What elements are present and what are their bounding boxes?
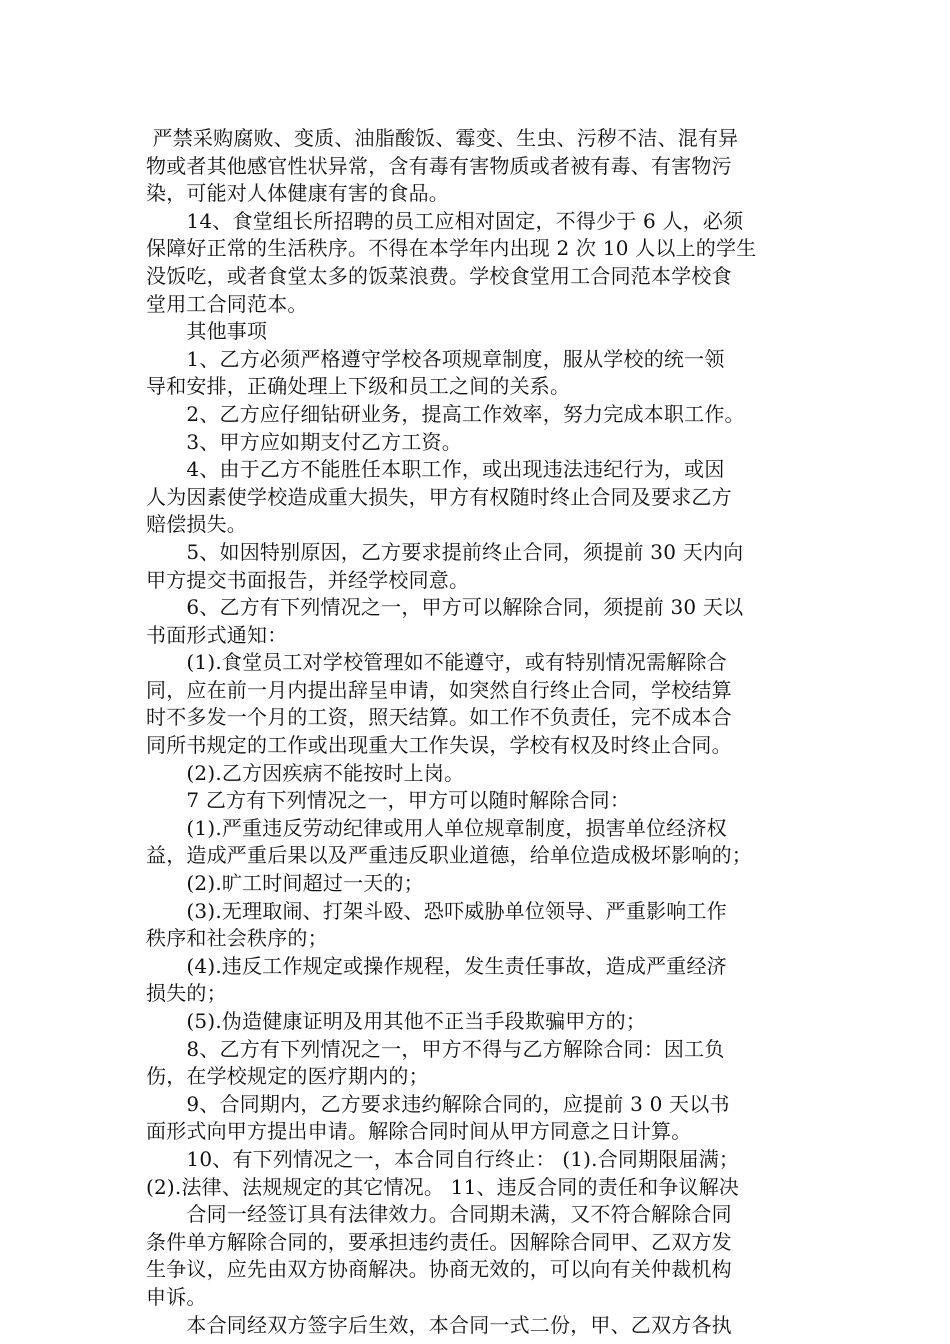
text-line: 其他事项 — [146, 319, 268, 344]
text-line: 同，应在前一月内提出辞呈申请，如突然自行终止合同，学校结算 — [146, 677, 732, 702]
text-line: (5).伪造健康证明及用其他不正当手段欺骗甲方的； — [146, 1009, 647, 1033]
text-line: (2).旷工时间超过一天的； — [146, 871, 424, 896]
text-line: 生争议，应先由双方协商解决。协商无效的，可以向有关仲裁机构 — [146, 1257, 732, 1282]
text-line: 秩序和社会秩序的； — [146, 926, 328, 951]
text-line: 申诉。 — [146, 1284, 207, 1309]
text-line: 损失的； — [146, 981, 227, 1006]
text-line: 严禁采购腐败、变质、油脂酸饭、霉变、生虫、污秽不洁、混有异 — [146, 126, 739, 150]
text-line: (1).食堂员工对学校管理如不能遵守，或有特别情况需解除合 — [146, 650, 727, 675]
text-line: 书面形式通知： — [146, 622, 288, 647]
text-line: (2).乙方因疾病不能按时上岗。 — [146, 760, 465, 785]
text-line: (3).无理取闹、打架斗殴、恐吓威胁单位领导、严重影响工作 — [146, 898, 727, 923]
text-line: 没饭吃，或者食堂太多的饭菜浪费。学校食堂用工合同范本学校食 — [146, 263, 732, 288]
text-line: 5、如因特别原因，乙方要求提前终止合同，须提前 30 天内向 — [146, 539, 744, 564]
text-line: 甲方提交书面报告，并经学校同意。 — [146, 567, 470, 592]
text-line: 7 乙方有下列情况之一，甲方可以随时解除合同： — [146, 788, 631, 813]
text-line: (4).违反工作规定或操作规程，发生责任事故，造成严重经济 — [146, 953, 727, 978]
text-line: (1).严重违反劳动纪律或用人单位规章制度，损害单位经济权 — [146, 815, 727, 840]
text-line: 伤，在学校规定的医疗期内的； — [146, 1064, 429, 1089]
text-line: 人为因素使学校造成重大损失，甲方有权随时终止合同及要求乙方 — [146, 484, 732, 509]
text-line: 14、食堂组长所招聘的员工应相对固定，不得少于 6 人，必须 — [146, 208, 744, 233]
text-line: 染，可能对人体健康有害的食品。 — [146, 181, 449, 206]
text-line: 3、甲方应如期支付乙方工资。 — [146, 429, 462, 454]
text-line: 保障好正常的生活秩序。不得在本学年内出现 2 次 10 人以上的学生 — [146, 236, 757, 261]
text-line: 1、乙方必须严格遵守学校各项规章制度，服从学校的统一领 — [146, 346, 725, 371]
text-line: 4、由于乙方不能胜任本职工作，或出现违法违纪行为，或因 — [146, 457, 725, 482]
text-line: 10、有下列情况之一，本合同自行终止： (1).合同期限届满； — [146, 1146, 740, 1171]
text-line: 导和安排，正确处理上下级和员工之间的关系。 — [146, 374, 571, 399]
text-line: 条件单方解除合同的，要承担违约责任。因解除合同甲、乙双方发 — [146, 1229, 732, 1254]
contract-body-text — [146, 125, 808, 1339]
text-line: 物或者其他感官性状异常，含有毒有害物质或者被有毒、有害物污 — [146, 153, 732, 178]
text-line: 合同一经签订具有法律效力。合同期未满，又不符合解除合同 — [146, 1202, 732, 1227]
text-line: 本合同经双方签字后生效，本合同一式二份，甲、乙双方各执 — [146, 1312, 732, 1337]
text-line: 8、乙方有下列情况之一，甲方不得与乙方解除合同：因工负 — [146, 1036, 725, 1061]
text-line: 时不多发一个月的工资，照天结算。如工作不负责任，完不成本合 — [146, 705, 732, 730]
text-line: 6、乙方有下列情况之一，甲方可以解除合同，须提前 30 天以 — [146, 595, 744, 620]
text-line: 同所书规定的工作或出现重大工作失误，学校有权及时终止合同。 — [146, 733, 732, 758]
text-line: 益，造成严重后果以及严重违反职业道德，给单位造成极坏影响的； — [146, 843, 752, 868]
text-line: (2).法律、法规规定的其它情况。 11、违反合同的责任和争议解决 — [146, 1174, 740, 1199]
text-line: 面形式向甲方提出申请。解除合同时间从甲方同意之日计算。 — [146, 1119, 692, 1144]
text-line: 堂用工合同范本。 — [146, 291, 308, 316]
text-line: 2、乙方应仔细钻研业务，提高工作效率，努力完成本职工作。 — [146, 401, 745, 426]
text-line: 9、合同期内，乙方要求违约解除合同的，应提前 3 0 天以书 — [146, 1091, 730, 1116]
text-line: 赔偿损失。 — [146, 512, 247, 537]
